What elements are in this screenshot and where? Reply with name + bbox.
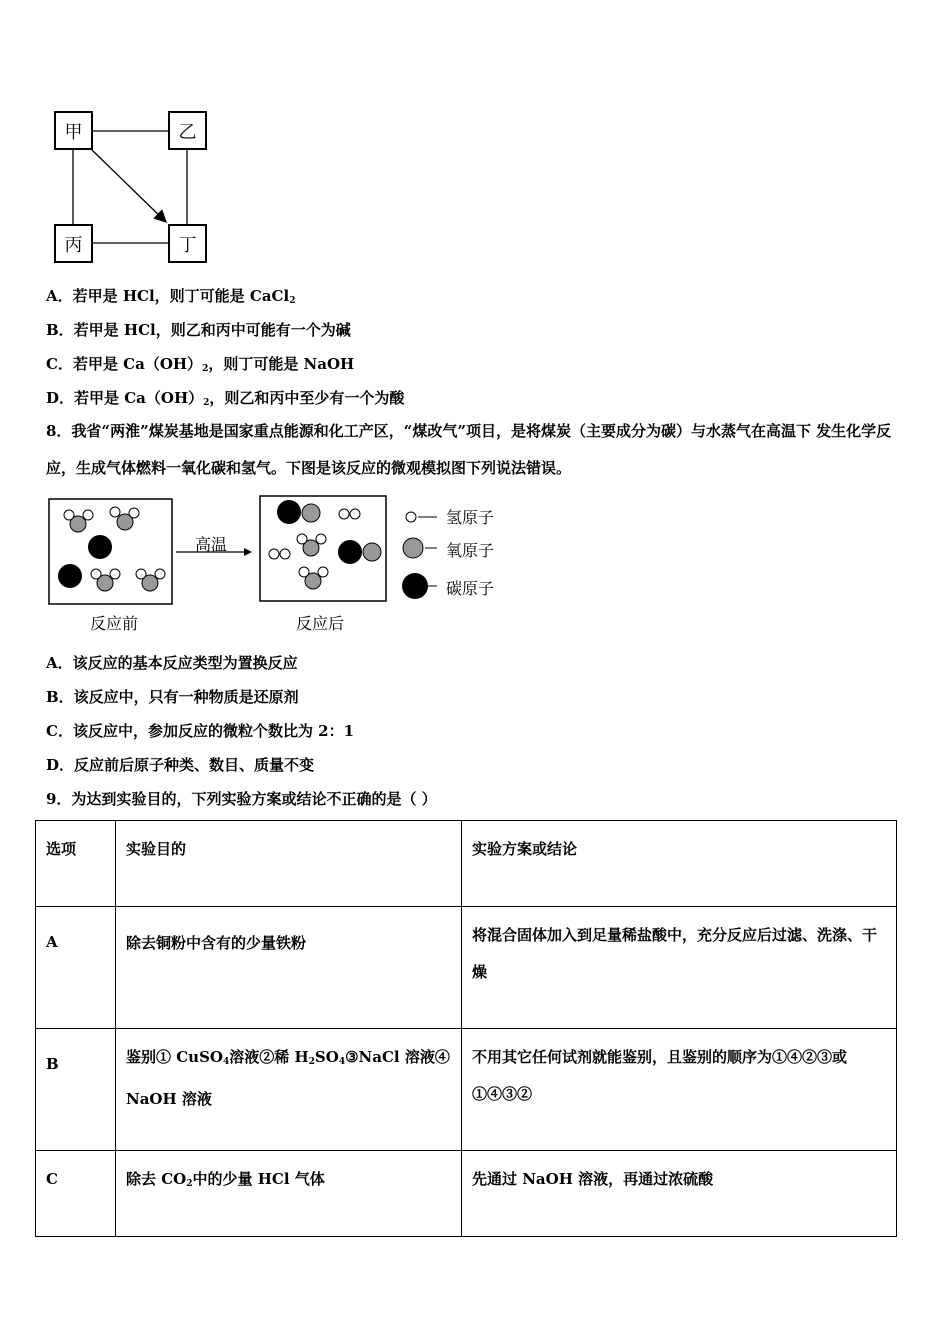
row-c-plan: 先通过 NaOH 溶液，再通过浓硫酸 (462, 1151, 897, 1237)
row-c-goal: 除去 $CO_2$中的少量 HCl 气体 (116, 1151, 462, 1237)
q7-option-c: C．若甲是 $Ca(OH)_2$，则丁可能是 NaOH (46, 355, 355, 374)
q7-option-a: A．若甲是 HCl，则丁可能是 CaCl$_2$ (46, 287, 296, 306)
legend-hydrogen: 氢原子 (446, 508, 495, 527)
q7-option-b: B．若甲是 HCl，则乙和丙中可能有一个为碱 (46, 321, 351, 339)
table-header-row (36, 821, 897, 907)
q8-option-d: D．反应前后原子种类、数目、质量不变 (46, 756, 315, 774)
q8-option-b: B．该反应中，只有一种物质是还原剂 (46, 688, 299, 706)
q7-option-d: D．若甲是 $Ca(OH)_2$，则乙和丙中至少有一个为酸 (46, 389, 405, 408)
row-a-plan: 将混合固体加入到足量稀盐酸中，充分反应后过滤、洗涤、干燥 (462, 907, 897, 1029)
header-goal: 实验目的 (116, 821, 462, 907)
header-plan: 实验方案或结论 (462, 821, 897, 907)
experiment-table (35, 820, 897, 1237)
node-jia: 甲 (54, 111, 93, 150)
q8-option-c: C．该反应中，参加反应的微粒个数比为 2：1 (46, 722, 355, 740)
row-b-goal: 鉴别① CuSO$_4$溶液②稀 $H_2SO_4③NaCl$ 溶液④ NaOH 溶液 (116, 1029, 462, 1151)
q8-question: 8．我省“两淮”煤炭基地是国家重点能源和化工产区，“煤改气”项目，是将煤炭（主要成分为碳）与水蒸气在高温下 发生化学反应，生成气体燃料一氧化碳和氢气。下图是该反应的微观模拟图下列说法错误。 (46, 422, 892, 477)
table-row (36, 1151, 897, 1237)
reaction-diagram (0, 490, 520, 640)
row-a-goal: 除去铜粉中含有的少量铁粉 (116, 907, 462, 1029)
header-option: 选项 (36, 821, 116, 907)
q8-option-a: A．该反应的基本反应类型为置换反应 (46, 654, 298, 672)
table-row (36, 907, 897, 1029)
node-bing: 丙 (54, 224, 93, 263)
legend-carbon: 碳原子 (446, 579, 495, 598)
reaction-condition-label: 高温 (195, 535, 228, 554)
row-a-option: A (36, 907, 116, 1029)
q9-question: 9．为达到实验目的，下列实验方案或结论不正确的是（ ） (46, 790, 437, 808)
before-label: 反应前 (90, 614, 139, 633)
row-b-option: B (36, 1029, 116, 1151)
node-ding: 丁 (168, 224, 207, 263)
legend-oxygen: 氧原子 (446, 541, 495, 560)
row-c-option: C (36, 1151, 116, 1237)
row-b-plan: 不用其它任何试剂就能鉴别，且鉴别的顺序为①④②③或①④③② (462, 1029, 897, 1151)
table-row (36, 1029, 897, 1151)
after-label: 反应后 (296, 614, 345, 633)
node-yi: 乙 (168, 111, 207, 150)
